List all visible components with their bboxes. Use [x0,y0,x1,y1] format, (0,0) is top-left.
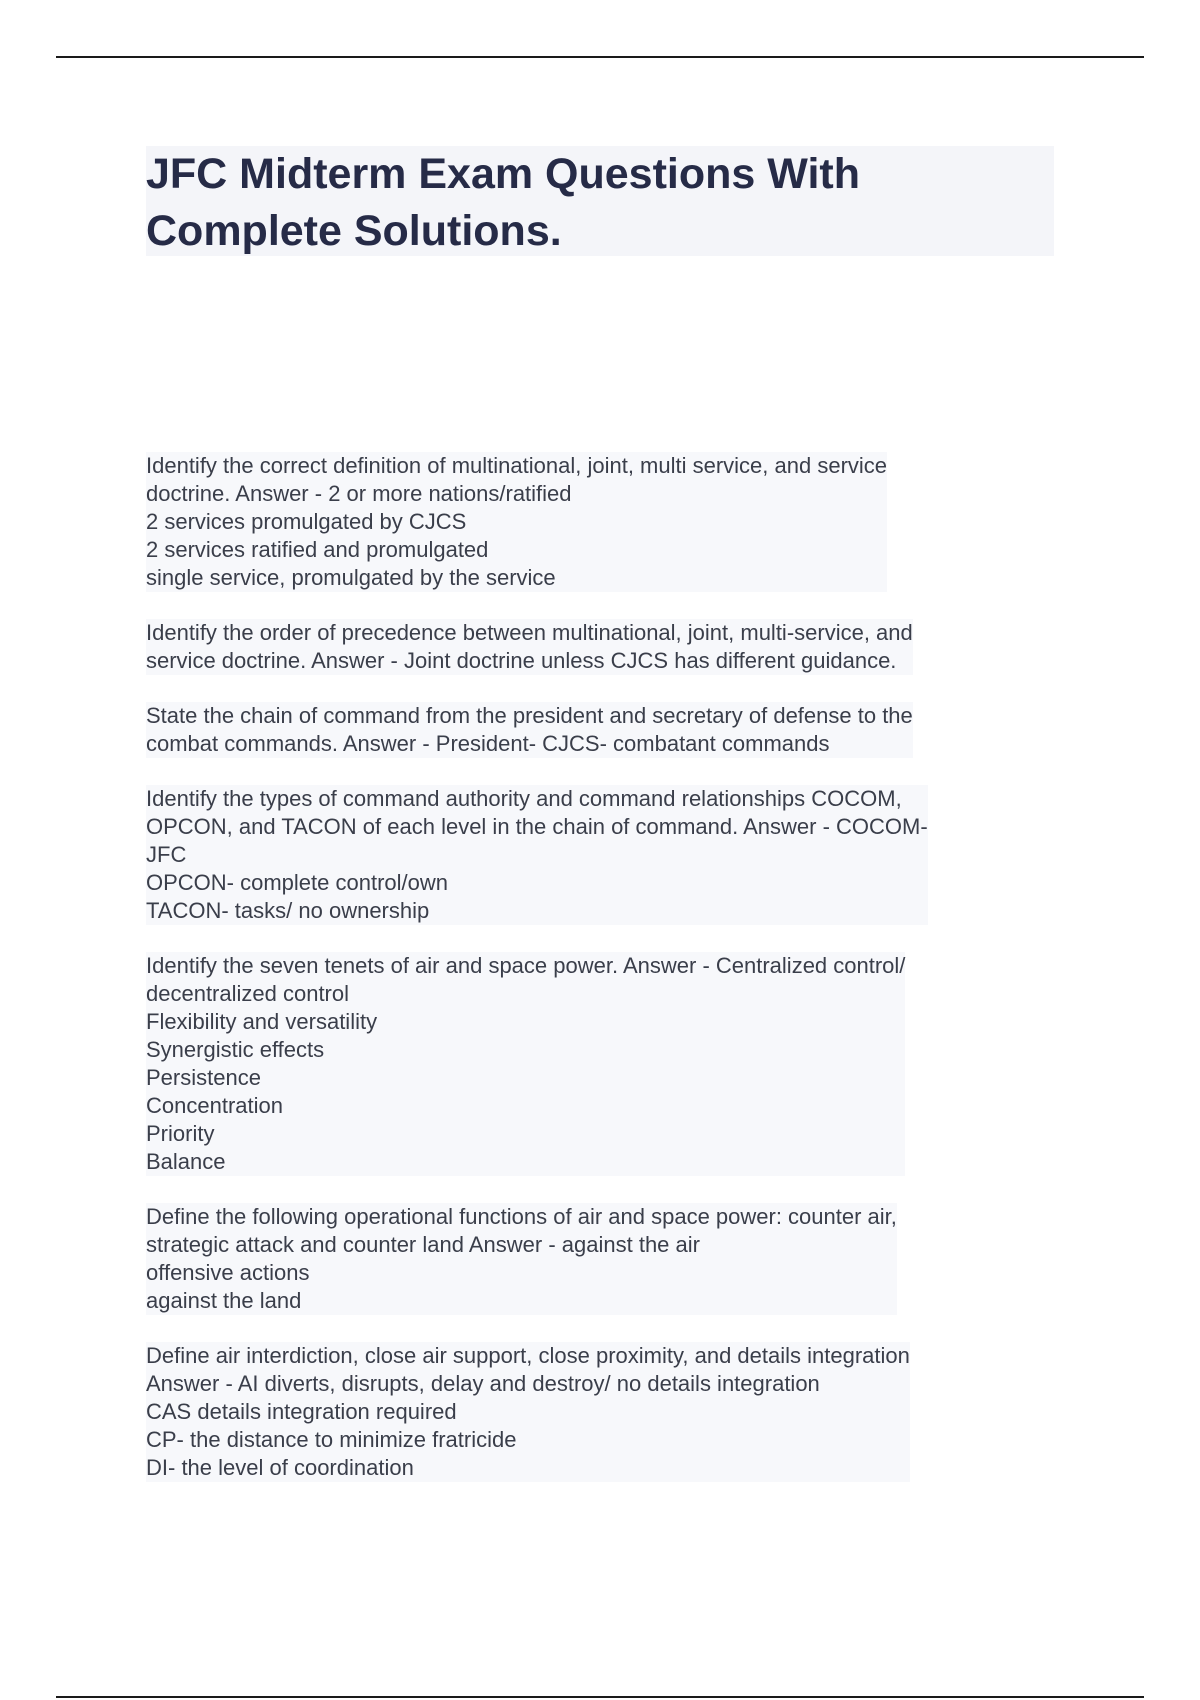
qa-item [146,1342,910,1482]
qa-line: Define the following operational functions of air and space power: counter air, [146,1204,897,1229]
qa-line: JFC [146,842,187,867]
page-title [146,146,1054,260]
qa-line: OPCON, and TACON of each level in the chain of command. Answer - COCOM- [146,814,928,839]
qa-line: 2 services ratified and promulgated [146,537,489,562]
qa-item [146,952,905,1176]
qa-list [146,452,1046,1509]
qa-line: State the chain of command from the president and secretary of defense to the [146,703,913,728]
title-line: JFC Midterm Exam Questions With [146,150,860,198]
qa-line: Balance [146,1149,226,1174]
qa-line: doctrine. Answer - 2 or more nations/ratified [146,481,572,506]
qa-line: Synergistic effects [146,1037,325,1062]
qa-item [146,1203,897,1315]
qa-line: CAS details integration required [146,1399,457,1424]
qa-line: Flexibility and versatility [146,1009,378,1034]
qa-line: OPCON- complete control/own [146,870,448,895]
qa-item [146,619,913,675]
qa-line: CP- the distance to minimize fratricide [146,1427,517,1452]
title-block [146,146,1054,256]
bottom-rule [56,1696,1144,1698]
qa-line: strategic attack and counter land Answer - against the air [146,1232,700,1257]
qa-line: TACON- tasks/ no ownership [146,898,430,923]
qa-line: Identify the order of precedence between multinational, joint, multi-service, and [146,620,913,645]
qa-line: 2 services promulgated by CJCS [146,509,467,534]
qa-item [146,452,887,592]
qa-line: Priority [146,1121,215,1146]
qa-line: service doctrine. Answer - Joint doctrine unless CJCS has different guidance. [146,648,897,673]
qa-line: Define air interdiction, close air support, close proximity, and details integration [146,1343,910,1368]
qa-line: offensive actions [146,1260,310,1285]
qa-line: Identify the seven tenets of air and space power. Answer - Centralized control/ [146,953,906,978]
title-line: Complete Solutions. [146,207,562,255]
qa-line: Answer - AI diverts, disrupts, delay and destroy/ no details integration [146,1371,820,1396]
qa-line: against the land [146,1288,302,1313]
qa-line: Identify the correct definition of multinational, joint, multi service, and service [146,453,888,478]
qa-line: Persistence [146,1065,261,1090]
top-rule [56,56,1144,58]
qa-line: combat commands. Answer - President- CJCS- combatant commands [146,731,830,756]
qa-line: DI- the level of coordination [146,1455,414,1480]
qa-line: Identify the types of command authority and command relationships COCOM, [146,786,902,811]
qa-line: single service, promulgated by the service [146,565,556,590]
qa-item [146,785,928,925]
qa-line: decentralized control [146,981,350,1006]
qa-line: Concentration [146,1093,283,1118]
qa-item [146,702,913,758]
